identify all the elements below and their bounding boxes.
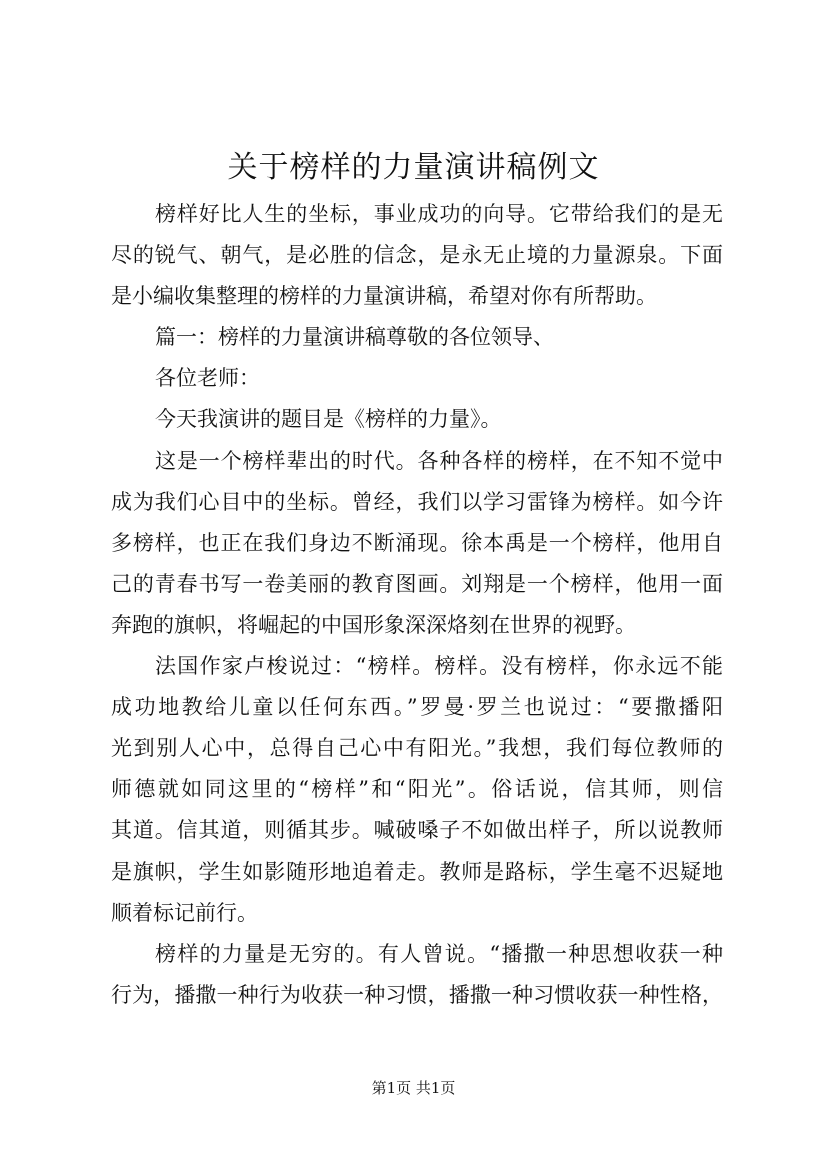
body-line: 己的青春书写一卷美丽的教育图画。刘翔是一个榜样，他用一面 xyxy=(111,571,723,596)
body-line: 是小编收集整理的榜样的力量演讲稿，希望对你有所帮助。 xyxy=(111,284,657,309)
body-line: 篇一：榜样的力量演讲稿尊敬的各位领导、 xyxy=(155,325,554,350)
body-line: 今天我演讲的题目是《榜样的力量》。 xyxy=(155,407,502,432)
body-line: 光到别人心中，总得自己心中有阳光。”我想，我们每位教师的 xyxy=(111,736,723,761)
body-line: 尽的锐气、朝气，是必胜的信念，是永无止境的力量源泉。下面 xyxy=(111,243,723,268)
body-line: 成为我们心目中的坐标。曾经，我们以学习雷锋为榜样。如今许 xyxy=(111,489,723,514)
body-line: 榜样好比人生的坐标，事业成功的向导。它带给我们的是无 xyxy=(155,202,723,226)
body-line: 榜样的力量是无穷的。有人曾说。“播撒一种思想收获一种 xyxy=(155,941,723,966)
body-line: 奔跑的旗帜，将崛起的中国形象深深烙刻在世界的视野。 xyxy=(111,612,636,637)
document-title: 关于榜样的力量演讲稿例文 xyxy=(227,150,600,185)
body-line: 多榜样，也正在我们身边不断涌现。徐本禹是一个榜样，他用自 xyxy=(111,530,723,555)
body-line: 顺着标记前行。 xyxy=(111,900,258,925)
page-footer: 第1页 共1页 xyxy=(371,1079,456,1097)
body-line: 法国作家卢梭说过：“榜样。榜样。没有榜样，你永远不能 xyxy=(155,654,723,679)
body-line: 是旗帜，学生如影随形地追着走。教师是路标，学生毫不迟疑地 xyxy=(111,859,723,884)
body-line: 这是一个榜样辈出的时代。各种各样的榜样，在不知不觉中 xyxy=(155,448,723,473)
body-line: 各位老师： xyxy=(155,366,260,391)
body-line: 成功地教给儿童以任何东西。”罗曼·罗兰也说过：“要撒播阳 xyxy=(111,695,723,720)
body-line: 行为，播撒一种行为收获一种习惯，播撒一种习惯收获一种性格， xyxy=(111,982,723,1007)
body-line: 师德就如同这里的“榜样”和“阳光”。俗话说，信其师，则信 xyxy=(111,777,723,802)
document-body xyxy=(111,194,723,1016)
body-line: 其道。信其道，则循其步。喊破嗓子不如做出样子，所以说教师 xyxy=(111,818,723,843)
